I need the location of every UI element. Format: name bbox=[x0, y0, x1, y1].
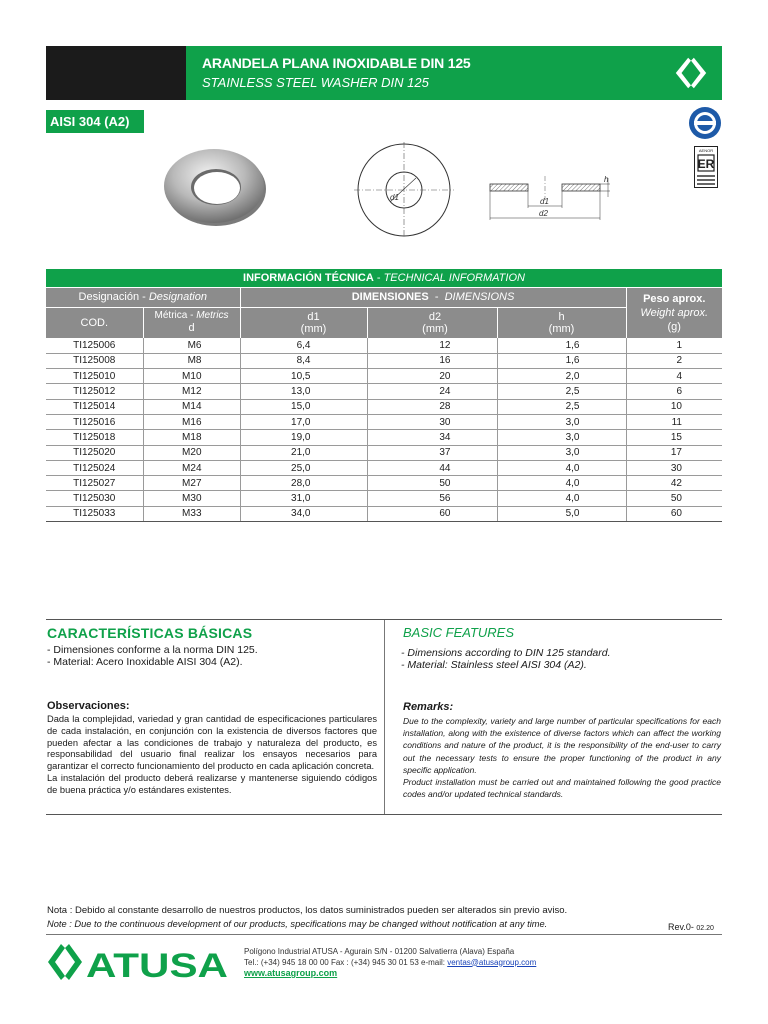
table-row bbox=[46, 353, 722, 368]
cell-weight: 60 bbox=[626, 506, 722, 521]
cell-h: 1,6 bbox=[497, 338, 626, 353]
dimensions-es: DIMENSIONES bbox=[351, 291, 429, 303]
table-row bbox=[46, 399, 722, 414]
remarks-text-es bbox=[47, 714, 377, 797]
h-unit: (mm) bbox=[548, 322, 575, 335]
cell-h: 2,5 bbox=[497, 384, 626, 399]
header-d2 bbox=[367, 307, 497, 338]
cell-d1: 6,4 bbox=[240, 338, 367, 353]
cell-d2: 44 bbox=[367, 460, 497, 475]
cell-weight: 4 bbox=[626, 369, 722, 384]
header-dimensions: DIMENSIONES - DIMENSIONS bbox=[240, 287, 626, 307]
cell-metric: M14 bbox=[143, 399, 240, 414]
table-row bbox=[46, 491, 722, 506]
cell-d2: 12 bbox=[367, 338, 497, 353]
cell-d1: 10,5 bbox=[240, 369, 367, 384]
cell-h: 4,0 bbox=[497, 491, 626, 506]
features-title-en: BASIC FEATURES bbox=[403, 625, 515, 640]
section-d2-label: d2 bbox=[539, 209, 548, 218]
cell-d2: 37 bbox=[367, 445, 497, 460]
atusa-logo bbox=[46, 942, 230, 982]
website-link[interactable]: www.atusagroup.com bbox=[244, 968, 338, 978]
header-designation: Designación - Designation bbox=[46, 287, 240, 307]
d2-label: d2 bbox=[428, 310, 442, 323]
section-divider-bottom bbox=[46, 814, 722, 815]
table-header-row-1 bbox=[46, 287, 722, 307]
cell-d2: 56 bbox=[367, 491, 497, 506]
feature-item: - Dimensions according to DIN 125 standard. bbox=[401, 647, 611, 659]
cell-metric: M20 bbox=[143, 445, 240, 460]
metric-en: Metrics bbox=[196, 310, 229, 322]
cell-metric: M12 bbox=[143, 384, 240, 399]
footer-divider bbox=[46, 934, 722, 935]
cell-metric: M8 bbox=[143, 353, 240, 368]
cell-weight: 17 bbox=[626, 445, 722, 460]
cell-d2: 28 bbox=[367, 399, 497, 414]
revision-number: Rev.0- bbox=[668, 922, 694, 932]
cell-code: TI125006 bbox=[46, 338, 143, 353]
section-d1-label: d1 bbox=[540, 197, 549, 206]
revision-label bbox=[668, 922, 714, 932]
remarks-paragraph: La instalación del producto deberá realizarse y mantenerse siguiendo códigos de buena práctica y/o estándares existentes. bbox=[47, 772, 377, 795]
cell-d1: 21,0 bbox=[240, 445, 367, 460]
atusa-mark-icon bbox=[48, 944, 65, 980]
table-row bbox=[46, 430, 722, 445]
cell-d1: 31,0 bbox=[240, 491, 367, 506]
aenor-certificate-icon bbox=[694, 146, 718, 188]
cell-weight: 11 bbox=[626, 414, 722, 429]
column-divider bbox=[384, 620, 385, 814]
table-row bbox=[46, 338, 722, 353]
cell-weight: 15 bbox=[626, 430, 722, 445]
front-d1-label: d1 bbox=[390, 193, 399, 202]
d1-unit: (mm) bbox=[300, 322, 327, 335]
table-body bbox=[46, 338, 722, 522]
cell-weight: 42 bbox=[626, 476, 722, 491]
header-weight bbox=[626, 287, 722, 338]
cell-d2: 60 bbox=[367, 506, 497, 521]
cell-code: TI125033 bbox=[46, 506, 143, 521]
remarks-text-en bbox=[403, 715, 721, 800]
table-header-row-2 bbox=[46, 307, 722, 338]
title-es: ARANDELA PLANA INOXIDABLE DIN 125 bbox=[202, 55, 471, 71]
dimensions-en: DIMENSIONS bbox=[444, 291, 515, 303]
designation-en: Designation bbox=[148, 291, 207, 303]
cell-metric: M6 bbox=[143, 338, 240, 353]
table-row bbox=[46, 414, 722, 429]
remarks-title-es: Observaciones: bbox=[47, 700, 130, 712]
aenor-title: AENOR bbox=[698, 148, 714, 153]
metric-es: Métrica bbox=[154, 310, 188, 322]
features-list-en bbox=[401, 647, 721, 671]
cell-code: TI125012 bbox=[46, 384, 143, 399]
cell-code: TI125010 bbox=[46, 369, 143, 384]
cell-h: 5,0 bbox=[497, 506, 626, 521]
atusa-mark-icon bbox=[672, 54, 710, 92]
cell-d1: 34,0 bbox=[240, 506, 367, 521]
email-link[interactable]: ventas@atusagroup.com bbox=[447, 957, 537, 967]
table-row bbox=[46, 384, 722, 399]
cell-code: TI125027 bbox=[46, 476, 143, 491]
brand-name: ATUSA bbox=[86, 947, 228, 982]
section-h-label: h bbox=[604, 175, 609, 184]
contact-phone-fax: Tel.: (+34) 945 18 00 00 Fax : (+34) 945 30 01 53 e-mail: bbox=[244, 957, 448, 967]
washer-section-view bbox=[486, 170, 616, 226]
cell-metric: M27 bbox=[143, 476, 240, 491]
remarks-title-en: Remarks: bbox=[403, 701, 454, 713]
cell-code: TI125018 bbox=[46, 430, 143, 445]
cell-d1: 19,0 bbox=[240, 430, 367, 445]
cell-d2: 20 bbox=[367, 369, 497, 384]
cell-h: 4,0 bbox=[497, 460, 626, 475]
cell-code: TI125030 bbox=[46, 491, 143, 506]
cell-weight: 10 bbox=[626, 399, 722, 414]
table-row bbox=[46, 369, 722, 384]
cell-metric: M30 bbox=[143, 491, 240, 506]
aenor-mark: ER bbox=[697, 157, 715, 171]
cell-weight: 1 bbox=[626, 338, 722, 353]
quality-certificate-icon bbox=[688, 106, 722, 140]
weight-unit: (g) bbox=[667, 320, 681, 333]
h-label: h bbox=[558, 310, 565, 323]
cell-code: TI125008 bbox=[46, 353, 143, 368]
header-code: COD. bbox=[46, 307, 143, 338]
washer-front-view bbox=[340, 142, 470, 238]
features-list-es bbox=[47, 644, 377, 668]
cell-d2: 30 bbox=[367, 414, 497, 429]
washer-photo bbox=[148, 142, 278, 232]
cell-h: 2,5 bbox=[497, 399, 626, 414]
cell-code: TI125020 bbox=[46, 445, 143, 460]
table-row bbox=[46, 460, 722, 475]
cell-weight: 50 bbox=[626, 491, 722, 506]
header-d1 bbox=[240, 307, 367, 338]
cell-code: TI125016 bbox=[46, 414, 143, 429]
cell-d1: 17,0 bbox=[240, 414, 367, 429]
cell-h: 1,6 bbox=[497, 353, 626, 368]
cell-h: 4,0 bbox=[497, 476, 626, 491]
header-banner bbox=[186, 46, 722, 100]
cell-h: 3,0 bbox=[497, 430, 626, 445]
cell-metric: M33 bbox=[143, 506, 240, 521]
company-contact bbox=[244, 958, 536, 969]
cell-d2: 34 bbox=[367, 430, 497, 445]
cell-weight: 30 bbox=[626, 460, 722, 475]
company-address-block bbox=[244, 947, 536, 979]
d2-unit: (mm) bbox=[422, 322, 448, 335]
header-h bbox=[497, 307, 626, 338]
cell-d2: 24 bbox=[367, 384, 497, 399]
title-en: STAINLESS STEEL WASHER DIN 125 bbox=[202, 75, 429, 90]
features-title-es: CARACTERÍSTICAS BÁSICAS bbox=[47, 625, 253, 641]
metric-symbol: d bbox=[188, 322, 195, 335]
table-row bbox=[46, 476, 722, 491]
footer-note-en: Note : Due to the continuous development of our products, specifications may be changed without notification at any time. bbox=[47, 919, 548, 929]
remarks-paragraph: Product installation must be carried out and maintained following the good practice codes and/or updated technical standards. bbox=[403, 777, 721, 800]
cell-weight: 2 bbox=[626, 353, 722, 368]
feature-item: - Material: Stainless steel AISI 304 (A2). bbox=[401, 659, 587, 671]
cell-code: TI125014 bbox=[46, 399, 143, 414]
cell-d1: 8,4 bbox=[240, 353, 367, 368]
header-metric: Métrica - Metrics d bbox=[143, 307, 240, 338]
cell-d2: 16 bbox=[367, 353, 497, 368]
footer-note-es: Nota : Debido al constante desarrollo de nuestros productos, los datos suministrados pueden ser alterados sin previo aviso. bbox=[47, 905, 568, 916]
table-title bbox=[46, 269, 722, 287]
cell-metric: M16 bbox=[143, 414, 240, 429]
designation-es: Designación bbox=[78, 291, 140, 303]
cell-metric: M10 bbox=[143, 369, 240, 384]
feature-item: - Material: Acero Inoxidable AISI 304 (A2). bbox=[47, 656, 243, 668]
cell-d2: 50 bbox=[367, 476, 497, 491]
table-row bbox=[46, 506, 722, 521]
cell-d1: 25,0 bbox=[240, 460, 367, 475]
company-address: Polígono Industrial ATUSA - Agurain S/N - 01200 Salvatierra (Alava) España bbox=[244, 947, 515, 956]
weight-es: Peso aprox. bbox=[643, 292, 706, 305]
weight-en: Weight aprox. bbox=[640, 306, 709, 319]
technical-table bbox=[46, 269, 722, 522]
revision-date: 02.20 bbox=[696, 925, 714, 932]
cell-h: 3,0 bbox=[497, 414, 626, 429]
header-black-block bbox=[46, 46, 186, 100]
cell-code: TI125024 bbox=[46, 460, 143, 475]
cell-d1: 28,0 bbox=[240, 476, 367, 491]
cell-metric: M24 bbox=[143, 460, 240, 475]
cell-weight: 6 bbox=[626, 384, 722, 399]
cell-h: 2,0 bbox=[497, 369, 626, 384]
cell-d1: 13,0 bbox=[240, 384, 367, 399]
table-title-row bbox=[46, 269, 722, 287]
cell-d1: 15,0 bbox=[240, 399, 367, 414]
table-title-sep: - bbox=[373, 271, 384, 284]
remarks-paragraph: Dada la complejidad, variedad y gran cantidad de especificaciones particulares de cada instalación, en conjunción con la existencia de diversos factores que pueden afectar a las condiciones de trabajo y naturaleza del producto, es responsabilidad del usuario final realizar los ensayos necesarios para garantizar el correcto funcionamiento del producto en cada aplicación concreta. bbox=[47, 714, 377, 772]
table-title-en: TECHNICAL INFORMATION bbox=[383, 271, 525, 284]
remarks-paragraph: Due to the complexity, variety and large number of particular specifications for each installation, along with the existence of diverse factors which can affect the working conditions and nature of the product, it is the responsibility of the end-user to carry out the necessary tests to ensure the proper functioning of the product in any specific application. bbox=[403, 716, 721, 775]
grade-badge: AISI 304 (A2) bbox=[46, 110, 144, 133]
table-title-es: INFORMACIÓN TÉCNICA bbox=[243, 271, 374, 284]
table-row bbox=[46, 445, 722, 460]
cell-h: 3,0 bbox=[497, 445, 626, 460]
d1-label: d1 bbox=[307, 310, 320, 323]
cell-metric: M18 bbox=[143, 430, 240, 445]
feature-item: - Dimensiones conforme a la norma DIN 125. bbox=[47, 644, 258, 656]
